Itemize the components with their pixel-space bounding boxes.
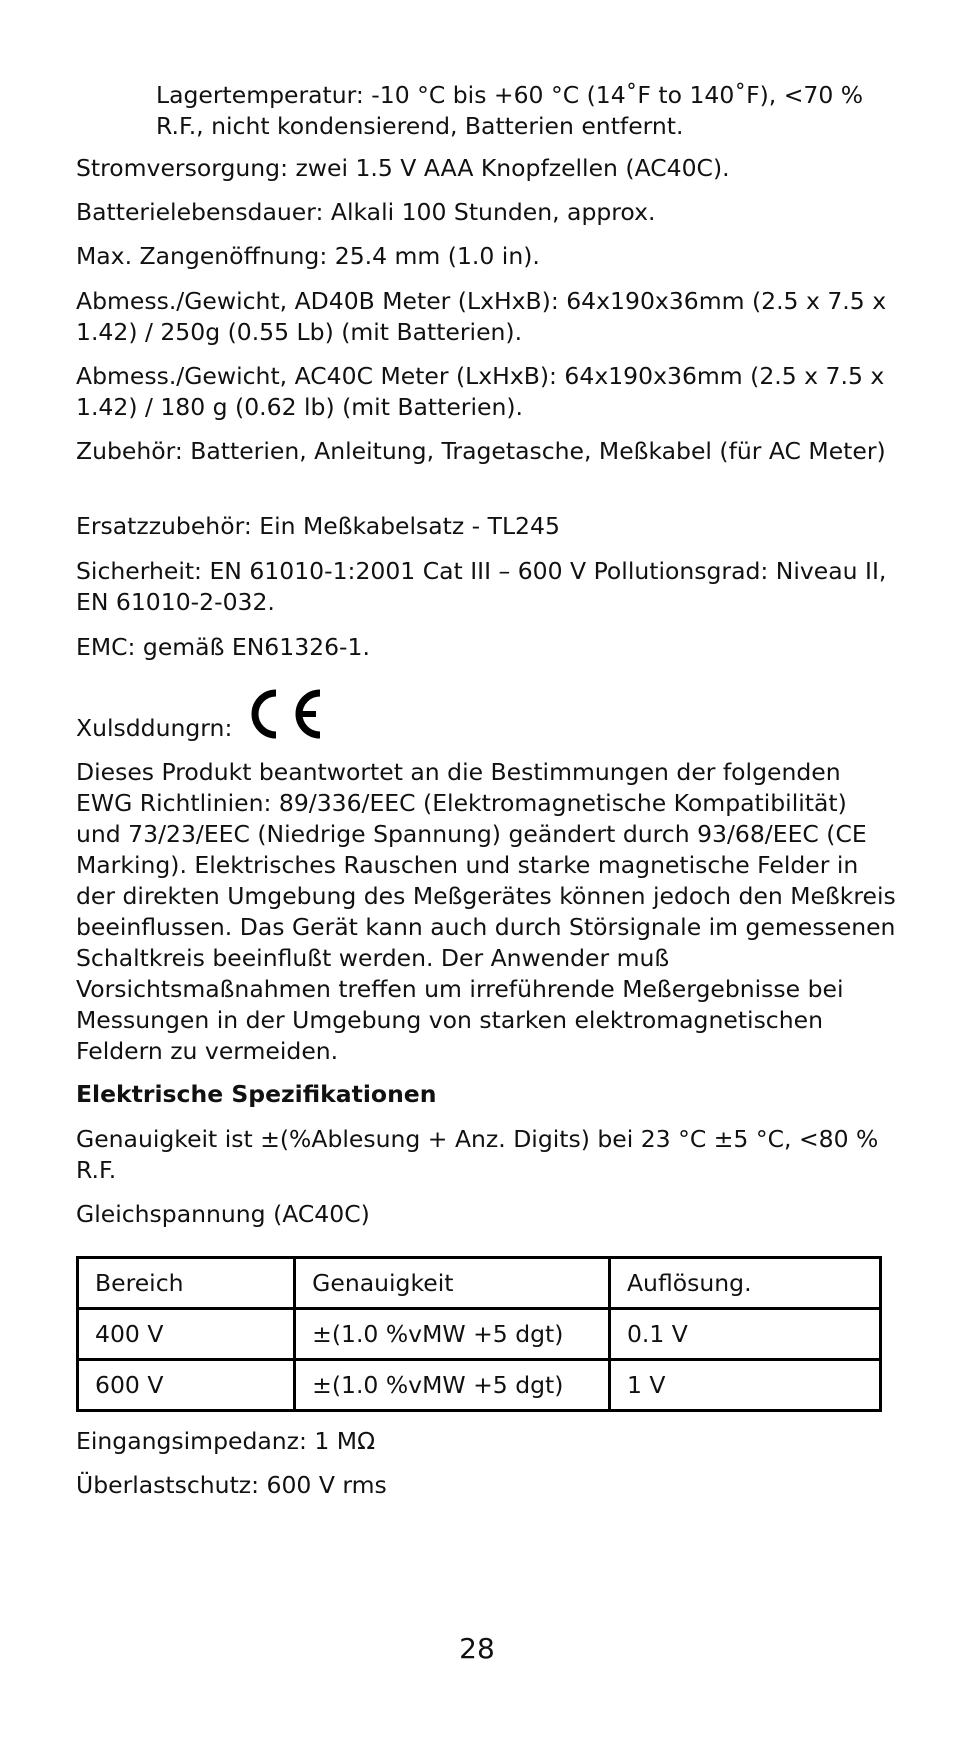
- dimensions-ad40b-text: Abmess./Gewicht, AD40B Meter (LxHxB): 64x190x36mm (2.5 x 7.5 x 1.42) / 250g (0.55 Lb) (mit Batterien).: [76, 287, 887, 346]
- power-supply-text: Stromversorgung: zwei 1.5 V AAA Knopfzellen (AC40C).: [76, 154, 730, 182]
- table-row: [78, 1360, 881, 1411]
- accuracy-note: Genauigkeit ist ±(%Ablesung + Anz. Digits) bei 23 °C ±5 °C, <80 % R.F.: [76, 1125, 879, 1184]
- table-cell-resolution: 0.1 V: [609, 1309, 880, 1360]
- approvals-label: Xulsddungrn:: [76, 714, 233, 742]
- table-cell-accuracy: ±(1.0 %vMW +5 dgt): [295, 1360, 610, 1411]
- safety-text: Sicherheit: EN 61010-1:2001 Cat III – 600 V Pollutionsgrad: Niveau II, EN 61010-2-032.: [76, 557, 887, 616]
- page-number: 28: [459, 1632, 495, 1665]
- overload-protection-text: Überlastschutz: 600 V rms: [76, 1471, 387, 1499]
- table-cell-accuracy: ±(1.0 %vMW +5 dgt): [295, 1309, 610, 1360]
- ce-mark-icon: [240, 685, 326, 743]
- table-header-cell: Auflösung.: [609, 1258, 880, 1309]
- directive-paragraph: Dieses Produkt beantwortet an die Bestimmungen der folgenden EWG Richtlinien: 89/336/EEC (Elektromagnetische Kompatibilität) und 73/23/EEC (Niedrige Spannung) geändert durch 93/68/EEC (CE Marking). Elektrisches Rauschen und starke magnetische Felder in der direkten Umgebung des Meßgerätes können jedoch den Meßkreis beeinflussen. Das Gerät kann auch durch Störsignale im gemessenen Schaltkreis beeinflußt werden. Der Anwender muß Vorsichtsmaßnahmen treffen um irreführende Meßergebnisse bei Messungen in der Umgebung von starken elektromagnetischen Feldern zu vermeiden.: [76, 758, 896, 1065]
- emc-text: EMC: gemäß EN61326-1.: [76, 633, 370, 661]
- table-header-row: [78, 1258, 881, 1309]
- jaw-opening-text: Max. Zangenöffnung: 25.4 mm (1.0 in).: [76, 242, 540, 270]
- approvals-row: [76, 684, 326, 744]
- table-cell-range: 600 V: [78, 1360, 295, 1411]
- input-impedance-text: Eingangsimpedanz: 1 MΩ: [76, 1427, 376, 1455]
- spare-accessories-text: Ersatzzubehör: Ein Meßkabelsatz - TL245: [76, 512, 560, 540]
- electrical-specs-heading: Elektrische Spezifikationen: [76, 1080, 437, 1108]
- dc-voltage-table: [76, 1256, 882, 1412]
- accessories-text: Zubehör: Batterien, Anleitung, Tragetasche, Meßkabel (für AC Meter): [76, 437, 886, 465]
- table-cell-resolution: 1 V: [609, 1360, 880, 1411]
- table-header-cell: Bereich: [78, 1258, 295, 1309]
- battery-life-text: Batterielebensdauer: Alkali 100 Stunden, approx.: [76, 198, 656, 226]
- table-row: [78, 1309, 881, 1360]
- table-cell-range: 400 V: [78, 1309, 295, 1360]
- dc-voltage-heading: Gleichspannung (AC40C): [76, 1200, 370, 1228]
- dimensions-ac40c-text: Abmess./Gewicht, AC40C Meter (LxHxB): 64x190x36mm (2.5 x 7.5 x 1.42) / 180 g (0.62 lb) (mit Batterien).: [76, 362, 885, 421]
- storage-temperature-text: Lagertemperatur: -10 °C bis +60 °C (14˚F to 140˚F), <70 % R.F., nicht kondensierend, Batterien entfernt.: [156, 81, 864, 140]
- table-header-cell: Genauigkeit: [295, 1258, 610, 1309]
